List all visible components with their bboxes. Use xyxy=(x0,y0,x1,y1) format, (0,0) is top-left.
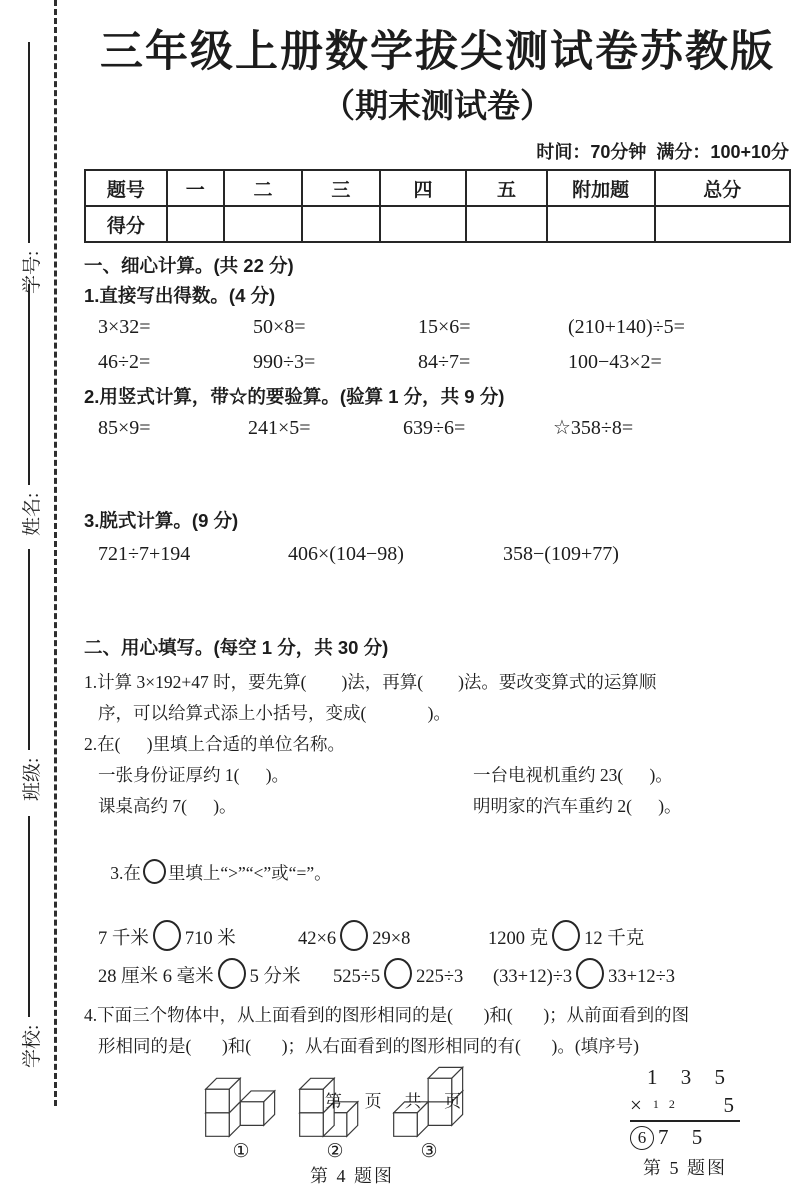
expression: 721÷7+194 xyxy=(98,543,191,565)
score-row-label: 得分 xyxy=(85,206,167,242)
s2-q4-line1: 4.下面三个物体中，从上面看到的图形相同的是( )和( )；从前面看到的图 xyxy=(84,1005,690,1025)
compare-circle-icon xyxy=(218,958,246,989)
s2-q3-row1 xyxy=(84,920,791,958)
figure-number: ③ xyxy=(420,1141,438,1162)
school-label: 学校: xyxy=(21,1024,43,1068)
s1-q2-row xyxy=(84,415,791,441)
cube-drawing xyxy=(392,1125,466,1142)
compare-circle-icon xyxy=(143,859,166,884)
carry-digit: 2 xyxy=(668,1097,675,1111)
s2-q2-label: 2.在( )里填上合适的单位名称。 xyxy=(84,734,346,754)
compare-circle-icon xyxy=(384,958,412,989)
figure-5-caption: 第 5 题图 xyxy=(643,1158,727,1178)
s1-q1-label: 1.直接写出得数。(4 分) xyxy=(84,285,276,306)
page-footer: 第 页 共 页 xyxy=(324,1092,469,1111)
score-cell xyxy=(466,206,546,242)
page-subtitle: （期末测试卷） xyxy=(322,87,553,124)
compare-circle-icon xyxy=(576,958,604,989)
s1-q1-row2 xyxy=(84,349,791,375)
expression: 50×8= xyxy=(253,316,306,338)
expression: 406×(104−98) xyxy=(288,543,404,565)
s1-q3-label: 3.脱式计算。(9 分) xyxy=(84,510,239,531)
score-cell xyxy=(302,206,380,242)
expression: 358−(109+77) xyxy=(503,543,619,565)
s2-q1-line2: 序，可以给算式添上小括号，变成( )。 xyxy=(98,703,451,723)
school-write-line xyxy=(28,816,30,1017)
s2-q1-line1: 1.计算 3×192+47 时，要先算( )法，再算( )法。要改变算式的运算顺 xyxy=(84,672,657,692)
name-write-line xyxy=(28,284,30,485)
sidebar-field-student-id xyxy=(16,42,44,294)
q3-label-prefix: 3.在 xyxy=(110,863,141,883)
score-cell xyxy=(167,206,224,242)
compare-right: 12 千克 xyxy=(584,929,645,949)
comparison-item xyxy=(488,920,791,958)
comparison-item xyxy=(493,958,791,996)
exam-meta: 时间：70分钟 满分：100+10分 xyxy=(536,142,789,162)
sidebar-field-class xyxy=(16,549,44,801)
score-cell xyxy=(224,206,302,242)
expression: 990÷3= xyxy=(253,351,316,373)
expression: 100−43×2= xyxy=(568,351,662,373)
compare-left: 525÷5 xyxy=(333,967,381,987)
compare-circle-icon xyxy=(153,920,181,951)
comparison-item xyxy=(333,958,493,996)
cube-figures xyxy=(202,1064,502,1163)
student-id-write-line xyxy=(28,42,30,243)
fill-blank-item: 一台电视机重约 23( )。 xyxy=(473,765,673,785)
question-5-figure xyxy=(630,1064,740,1179)
compare-circle-icon xyxy=(552,920,580,951)
section-1-heading: 一、细心计算。(共 22 分) xyxy=(84,255,294,276)
comparison-item xyxy=(98,920,298,958)
name-label: 姓名: xyxy=(21,492,43,536)
score-col-2: 二 xyxy=(224,170,302,206)
main-content xyxy=(84,0,791,1187)
compare-right: 29×8 xyxy=(372,929,411,949)
score-cell xyxy=(655,206,790,242)
compare-right: 33+12÷3 xyxy=(608,967,676,987)
figure-number: ② xyxy=(326,1141,344,1162)
figure-number: ① xyxy=(232,1141,250,1162)
compare-right: 5 分米 xyxy=(249,967,301,987)
cube-figure-3 xyxy=(390,1064,468,1163)
score-cell xyxy=(380,206,467,242)
work-area xyxy=(84,567,791,625)
circled-digit: 6 xyxy=(630,1126,654,1150)
s1-q1-row1 xyxy=(84,314,791,340)
class-write-line xyxy=(28,549,30,750)
score-table xyxy=(84,169,791,243)
compare-left: 1200 克 xyxy=(488,929,549,949)
compare-left: 7 千米 xyxy=(98,929,149,949)
fill-blank-item: 课桌高约 7( )。 xyxy=(98,796,237,816)
section-2-heading: 二、用心填写。(每空 1 分，共 30 分) xyxy=(84,637,389,658)
s2-q3-row2 xyxy=(84,958,791,996)
score-col-1: 一 xyxy=(167,170,224,206)
sidebar-field-name xyxy=(16,284,44,536)
sidebar-field-school xyxy=(16,816,44,1068)
fill-blank-item: 一张身份证厚约 1( )。 xyxy=(98,765,290,785)
expression: 85×9= xyxy=(98,417,151,439)
score-col-3: 三 xyxy=(302,170,380,206)
expression: 15×6= xyxy=(418,316,471,338)
s2-q4-line2: 形相同的是( )和( )；从右面看到的图形相同的有( )。(填序号) xyxy=(98,1036,639,1056)
score-table-header-row xyxy=(85,170,790,206)
fill-blank-item: 明明家的汽车重约 2( )。 xyxy=(473,796,682,816)
comparison-item xyxy=(98,958,333,996)
q3-label-suffix: 里填上“>”“<”或“=”。 xyxy=(167,863,332,883)
compare-right: 710 米 xyxy=(184,929,236,949)
score-cell xyxy=(547,206,655,242)
expression: 3×32= xyxy=(98,316,151,338)
question-4-figure xyxy=(202,1064,502,1187)
compare-left: 28 厘米 6 毫米 xyxy=(98,967,214,987)
class-label: 班级: xyxy=(21,757,43,801)
compare-right: 225÷3 xyxy=(416,967,464,987)
expression: ☆358÷8= xyxy=(553,417,634,439)
cube-drawing xyxy=(298,1125,372,1142)
score-col-bonus: 附加题 xyxy=(547,170,655,206)
compare-circle-icon xyxy=(340,920,368,951)
score-col-4: 四 xyxy=(380,170,467,206)
expression: 84÷7= xyxy=(418,351,471,373)
comparison-item xyxy=(298,920,488,958)
carry-digit: 1 xyxy=(652,1097,659,1111)
compare-left: 42×6 xyxy=(298,929,337,949)
s2-q3-label xyxy=(84,827,791,920)
cube-figure-1 xyxy=(202,1064,280,1163)
product-row xyxy=(630,1124,740,1151)
product-digits: 7 5 xyxy=(658,1125,712,1149)
expression: 639÷6= xyxy=(403,417,466,439)
s2-q2-row1 xyxy=(84,760,791,791)
multiplier-digit: 5 xyxy=(723,1093,734,1117)
score-col-5: 五 xyxy=(466,170,546,206)
score-table-score-row xyxy=(85,206,790,242)
expression: 46÷2= xyxy=(98,351,151,373)
figures-row xyxy=(84,1064,791,1187)
expression: (210+140)÷5= xyxy=(568,316,685,338)
s2-q2-row2 xyxy=(84,791,791,822)
s1-q2-label: 2.用竖式计算，带☆的要验算。(验算 1 分，共 9 分) xyxy=(84,386,505,407)
s1-q3-row xyxy=(84,541,791,567)
cube-figure-2 xyxy=(296,1064,374,1163)
score-col-total: 总分 xyxy=(655,170,790,206)
cube-drawing xyxy=(204,1125,278,1142)
figure-4-caption: 第 4 题图 xyxy=(310,1166,394,1186)
page-title: 三年级上册数学拔尖测试卷苏教版 xyxy=(100,28,775,76)
margin-dashed-line xyxy=(54,0,57,1106)
score-table-corner: 题号 xyxy=(85,170,167,206)
work-area xyxy=(84,441,791,503)
compare-left: (33+12)÷3 xyxy=(493,967,573,987)
multiply-sign: × xyxy=(630,1093,642,1117)
student-id-label: 学号: xyxy=(21,250,43,294)
multiplicand: 1 3 5 xyxy=(647,1065,734,1089)
expression: 241×5= xyxy=(248,417,311,439)
